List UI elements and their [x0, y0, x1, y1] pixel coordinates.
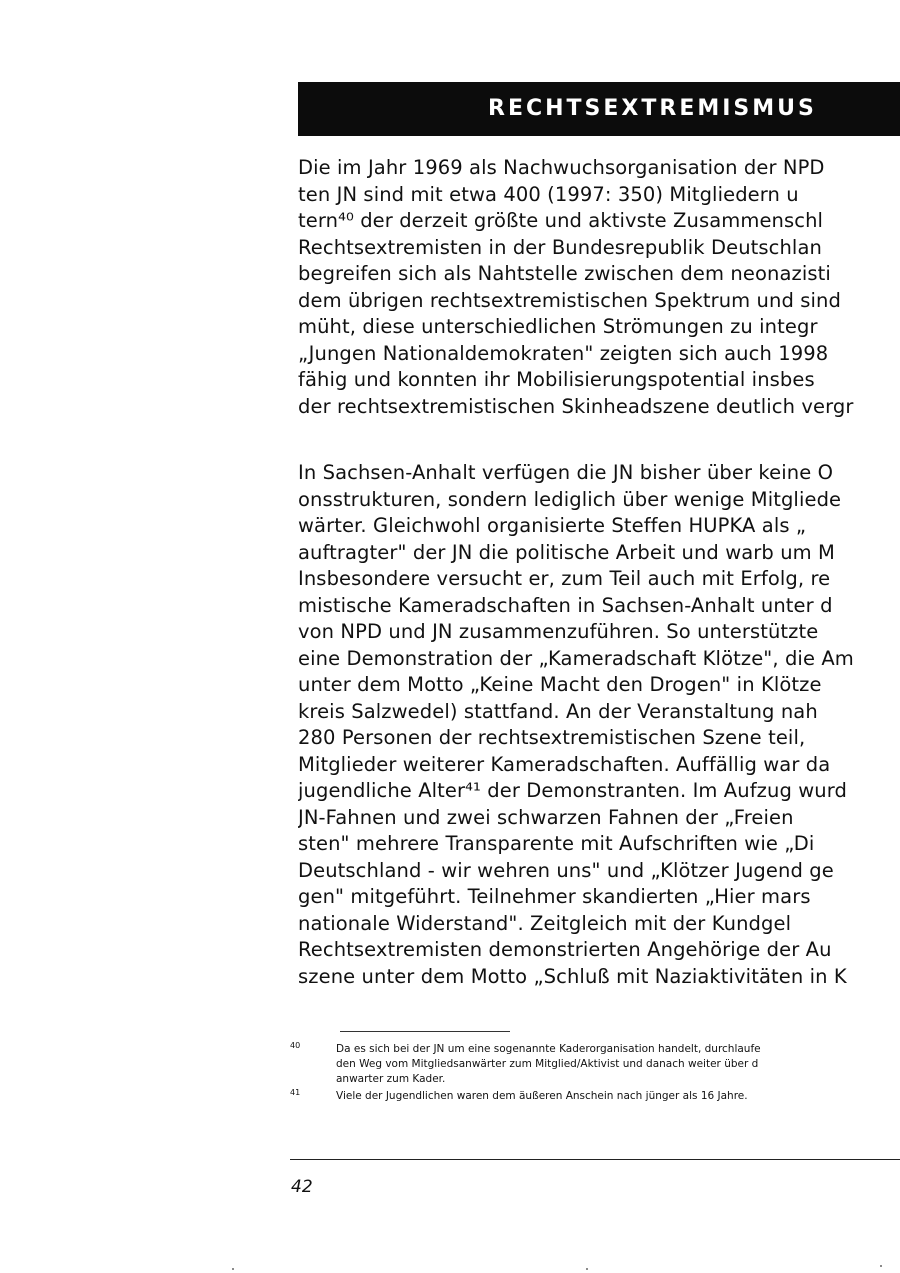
text-line: Deutschland - wir wehren uns" und „Klötzer Jugend ge — [298, 858, 834, 882]
scan-speck — [880, 1265, 882, 1267]
page-number: 42 — [291, 1177, 313, 1197]
footnote-separator — [340, 1031, 510, 1032]
text-line: fähig und konnten ihr Mobilisierungspotential insbes — [298, 368, 815, 391]
text-line: gen" mitgeführt. Teilnehmer skandierten „Hier mars — [298, 885, 811, 908]
text-line: dem übrigen rechtsextremistischen Spektrum und sind — [298, 288, 841, 312]
text-line: der rechtsextremistischen Skinheadszene deutlich vergr — [298, 394, 854, 418]
footnote-number: 41 — [290, 1089, 301, 1097]
text-line: Die im Jahr 1969 als Nachwuchsorganisation der NPD — [298, 156, 825, 179]
scan-speck — [586, 1268, 588, 1270]
text-line: sten" mehrere Transparente mit Aufschriften wie „Di — [298, 832, 815, 855]
text-line: szene unter dem Motto „Schluß mit Naziaktivitäten in K — [298, 964, 847, 988]
text-line: nationale Widerstand". Zeitgleich mit der Kundgel — [298, 911, 792, 935]
footnote-line: den Weg vom Mitgliedsanwärter zum Mitglied/Aktivist und danach weiter über d — [336, 1058, 759, 1070]
text-line: ten JN sind mit etwa 400 (1997: 350) Mitgliedern u — [298, 182, 799, 206]
footnote-40 — [290, 1042, 900, 1087]
footnote-line: Viele der Jugendlichen waren dem äußeren Anschein nach jünger als 16 Jahre. — [336, 1090, 748, 1102]
text-line: In Sachsen-Anhalt verfügen die JN bisher über keine O — [298, 461, 834, 484]
text-line: kreis Salzwedel) stattfand. An der Veranstaltung nah — [298, 699, 818, 723]
text-line: Mitglieder weiterer Kameradschaften. Auffällig war da — [298, 752, 831, 776]
text-line: auftragter" der JN die politische Arbeit und warb um M — [298, 540, 835, 564]
page-footer-rule — [290, 1159, 900, 1160]
paragraph-2 — [298, 460, 900, 990]
text-line: JN-Fahnen und zwei schwarzen Fahnen der „Freien — [298, 805, 794, 829]
text-line: begreifen sich als Nahtstelle zwischen dem neonazisti — [298, 262, 831, 285]
text-line: unter dem Motto „Keine Macht den Drogen" in Klötze — [298, 673, 822, 696]
text-line: jugendliche Alter⁴¹ der Demonstranten. Im Aufzug wurd — [298, 779, 848, 802]
text-line: wärter. Gleichwohl organisierte Steffen HUPKA als „ — [298, 514, 807, 537]
text-line: mistische Kameradschaften in Sachsen-Anhalt unter d — [298, 593, 833, 617]
paragraph-1 — [298, 155, 900, 420]
footnote-41 — [290, 1089, 900, 1104]
text-line: Insbesondere versucht er, zum Teil auch mit Erfolg, re — [298, 567, 831, 590]
scan-speck — [232, 1268, 234, 1270]
text-line: „Jungen Nationaldemokraten" zeigten sich auch 1998 — [298, 341, 829, 365]
text-line: eine Demonstration der „Kameradschaft Klötze", die Am — [298, 646, 854, 670]
section-title: RECHTSEXTREMISMUS — [488, 96, 817, 121]
text-line: Rechtsextremisten demonstrierten Angehörige der Au — [298, 938, 832, 961]
text-line: 280 Personen der rechtsextremistischen Szene teil, — [298, 726, 806, 749]
text-line: onsstrukturen, sondern lediglich über wenige Mitgliede — [298, 487, 842, 511]
footnotes — [290, 1042, 900, 1104]
footnote-line: Da es sich bei der JN um eine sogenannte Kaderorganisation handelt, durchlaufe — [336, 1043, 761, 1055]
footnote-number: 40 — [290, 1042, 301, 1050]
text-line: Rechtsextremisten in der Bundesrepublik Deutschlan — [298, 235, 822, 259]
footnote-line: anwarter zum Kader. — [336, 1073, 446, 1085]
text-line: müht, diese unterschiedlichen Strömungen zu integr — [298, 315, 818, 338]
text-line: von NPD und JN zusammenzuführen. So unterstützte — [298, 620, 819, 643]
text-line: tern⁴⁰ der derzeit größte und aktivste Zusammenschl — [298, 209, 824, 232]
